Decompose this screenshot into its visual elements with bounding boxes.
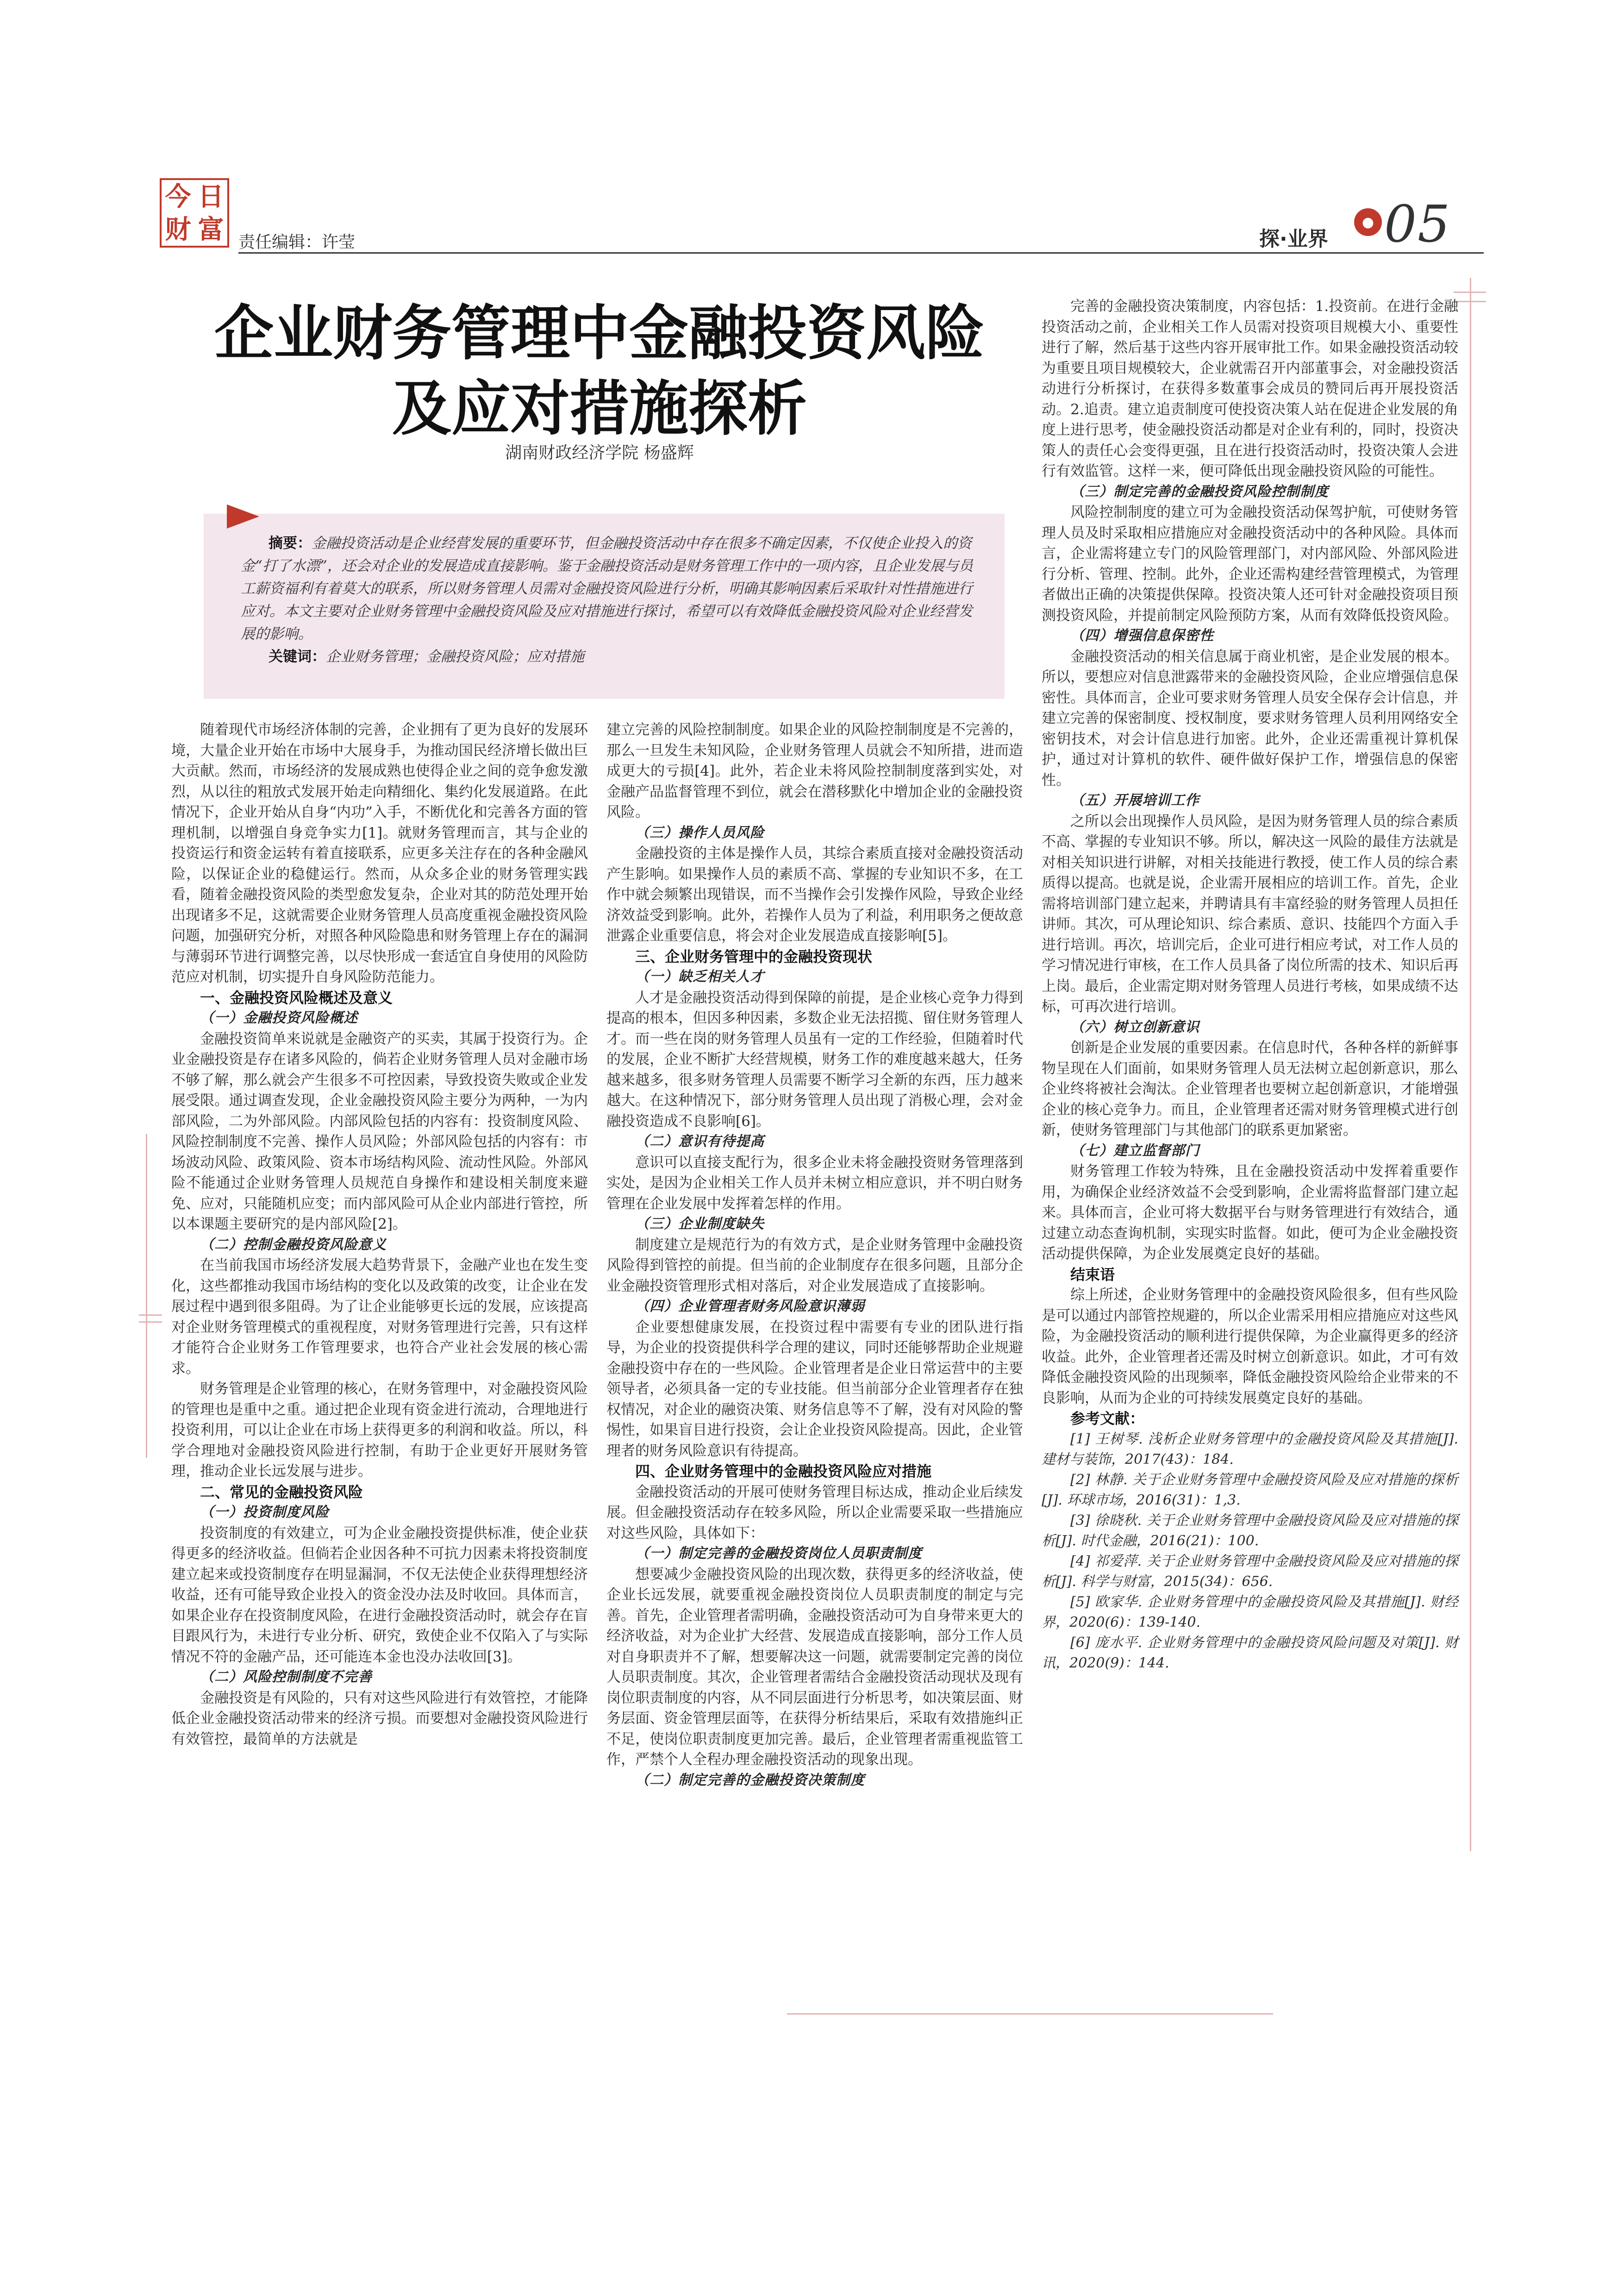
reference-item: [1] 王树琴. 浅析企业财务管理中的金融投资风险及其措施[J]. 建材与装饰，2017(43)：184. bbox=[1042, 1431, 1458, 1468]
paragraph: 金融投资的主体是操作人员，其综合素质直接对金融投资活动产生影响。如果操作人员的素质不高、掌握的专业知识不多，在工作中就会频繁出现错误，而不当操作会引发操作风险，导致企业经济效益受到影响。此外，若操作人员为了利益，利用职务之便故意泄露企业重要信息，将会对企业发展造成直接影响[5]。 bbox=[606, 845, 1023, 944]
paragraph: 财务管理是企业管理的核心，在财务管理中，对金融投资风险的管理也是重中之重。通过把企业现有资金进行流动，合理地进行投资利用，可以让企业在市场上获得更多的利润和收益。所以，科学合理地对金融投资风险进行控制，有助于企业更好开展财务管理，推动企业长远发展与进步。 bbox=[171, 1381, 588, 1480]
paragraph: 投资制度的有效建立，可为企业金融投资提供标准，使企业获得更多的经济收益。但倘若企业因各种不可抗力因素未将投资制度建立起来或投资制度存在明显漏洞，不仅无法使企业获得理想经济收益，还有可能导致企业投入的资金没办法及时收回。具体而言，如果企业存在投资制度风险，在进行金融投资活动时，就会存在盲目跟风行为，未进行专业分析、研究，致使企业不仅陷入了与实际情况不符的金融产品，还可能连本金也没办法收回[3]。 bbox=[171, 1524, 588, 1665]
section-badge-icon: ● bbox=[1354, 208, 1382, 236]
section-heading: 一、金融投资风险概述及意义 bbox=[200, 989, 393, 1007]
subsection-heading: （三）制定完善的金融投资风险控制制度 bbox=[1070, 483, 1329, 500]
paragraph: 金融投资简单来说就是金融资产的买卖，其属于投资行为。企业金融投资是存在诸多风险的，倘若企业财务管理人员对金融市场不够了解，那么就会产生很多不可控因素，导致投资失败或企业发展受限。通过调查发现，企业金融投资风险主要分为两种，一为内部风险，二为外部风险。内部风险包括的内容有：投资制度风险、风险控制制度不完善、操作人员风险；外部风险包括的内容有：市场波动风险、政策风险、资本市场结构风险、流动性风险。外部风险不能通过企业财务管理人员规范自身操作和建设相关制度来避免、应对，只能随机应变；而内部风险可从企业内部进行管控，所以本课题主要研究的是内部风险[2]。 bbox=[171, 1030, 588, 1232]
subsection-heading: （二）控制金融投资风险意义 bbox=[200, 1236, 387, 1253]
keywords bbox=[241, 646, 1005, 668]
section-heading: 三、企业财务管理中的金融投资现状 bbox=[635, 947, 873, 965]
decor-bar bbox=[146, 1134, 147, 1458]
subsection-heading: （一）投资制度风险 bbox=[200, 1504, 329, 1520]
paragraph: 想要减少金融投资风险的出现次数，获得更多的经济收益，使企业长远发展，就要重视金融投资岗位人员职责制度的制定与完善。首先，企业管理者需明确，金融投资活动可为自身带来更大的经济收益，对为企业扩大经营、发展造成直接影响，部分工作人员对自身职责并不了解，想要解决这一问题，就需要制定完善的岗位人员职责制度。其次，企业管理者需结合金融投资活动现状及现有岗位职责制度的内容，从不同层面进行分析思考，如决策层面、财务层面、资金管理层面等，在获得分析结果后，采取有效措施纠正不足，使岗位职责制度更加完善。最后，企业管理者需重视监管工作，严禁个人全程办理金融投资活动的现象出现。 bbox=[606, 1566, 1023, 1768]
references-title: 参考文献： bbox=[1070, 1410, 1145, 1427]
reference-item: [5] 欧家华. 企业财务管理中的金融投资风险及其措施[J]. 财经界，2020(6)：139-140. bbox=[1042, 1593, 1458, 1630]
paragraph: 随着现代市场经济体制的完善，企业拥有了更为良好的发展环境，大量企业开始在市场中大展身手，为推动国民经济增长做出巨大贡献。然而，市场经济的发展成熟也使得企业之间的竞争愈发激烈，从以往的粗放式发展开始走向精细化、集约化发展道路。在此情况下，企业开始从自身“内功”入手，不断优化和完善各方面的管理机制，以增强自身竞争实力[1]。就财务管理而言，其与企业的投资运行和资金运转有着直接联系，应更多关注存在的各种金融风险，以保证企业的稳健运行。然而，从众多企业的财务管理实践看，随着金融投资风险的类型愈发复杂，企业对其的防范处理开始出现诸多不足，这就需要企业财务管理人员高度重视金融投资风险问题，加强研究分析，对照各种风险隐患和财务管理上存在的漏洞与薄弱环节进行调整完善，以尽快形成一套适宜自身使用的风险防范应对机制，切实提升自身风险防范能力。 bbox=[171, 722, 588, 985]
column-3 bbox=[1042, 296, 1458, 1674]
abstract bbox=[241, 532, 977, 646]
title-line: 企业财务管理中金融投资风险 bbox=[214, 299, 985, 368]
page-number: 05 bbox=[1384, 194, 1451, 254]
header-rule bbox=[238, 252, 1484, 254]
subsection-heading: （六）树立创新意识 bbox=[1070, 1019, 1199, 1035]
subsection-heading: （七）建立监督部门 bbox=[1070, 1142, 1199, 1159]
paragraph: 人才是金融投资活动得到保障的前提，是企业核心竞争力得到提高的根本，但因多种因素，多数企业无法招揽、留住财务管理人才。而一些在岗的财务管理人员虽有一定的工作经验，但随着时代的发展，企业不断扩大经营规模，财务工作的难度越来越大，任务越来越多，很多财务管理人员需要不断学习全新的东西，压力越来越大。在这种情况下，部分财务管理人员出现了消极心理，会对金融投资造成不良影响[6]。 bbox=[606, 989, 1023, 1130]
editor-credit: 责任编辑：许莹 bbox=[238, 233, 356, 252]
paragraph: 综上所述，企业财务管理中的金融投资风险很多，但有些风险是可以通过内部管控规避的，所以企业需采用相应措施应对这些风险，为金融投资活动的顺利进行提供保障，为企业赢得更多的经济收益。此外，企业管理者还需及时树立创新意识。如此，才可有效降低金融投资风险的出现频率，降低金融投资风险给企业带来的不良影响，从而为企业的可持续发展奠定良好的基础。 bbox=[1042, 1287, 1458, 1406]
paragraph: 建立完善的风险控制制度。如果企业的风险控制制度是不完善的，那么一旦发生未知风险，企业财务管理人员就会不知所措，进而造成更大的亏损[4]。此外，若企业未将风险控制制度落到实处，对金融产品监督管理不到位，就会在潜移默化中增加企业的金融投资风险。 bbox=[606, 722, 1023, 821]
paragraph: 意识可以直接支配行为，很多企业未将金融投资财务管理落到实处，是因为企业相关工作人员并未树立相应意识，并不明白财务管理在企业发展中发挥着怎样的作用。 bbox=[606, 1154, 1023, 1212]
paragraph: 完善的金融投资决策制度，内容包括：1.投资前。在进行金融投资活动之前，企业相关工作人员需对投资项目规模大小、重要性进行了解，然后基于这些内容开展审批工作。如果金融投资活动较为重要且项目规模较大，企业就需召开内部董事会，对金融投资活动进行分析探讨，在获得多数董事会成员的赞同后再开展投资活动。2.追责。建立追责制度可使投资决策人站在促进企业发展的角度上进行思考，使金融投资活动都是对企业有利的，同时，投资决策人的责任心会变得更强，且在进行投资活动时，投资决策人会进行有效监管。这样一来，便可降低出现金融投资风险的可能性。 bbox=[1042, 298, 1458, 479]
logo-char: 富 bbox=[198, 214, 224, 245]
paragraph: 金融投资活动的开展可使财务管理目标达成，推动企业后续发展。但金融投资活动存在较多风险，所以企业需要采取一些措施应对这些风险，具体如下： bbox=[606, 1483, 1023, 1542]
subsection-heading: （二）制定完善的金融投资决策制度 bbox=[635, 1772, 865, 1788]
logo-char: 今 bbox=[165, 181, 191, 212]
decor-bar bbox=[787, 2013, 1273, 2015]
author-line: 湖南财政经济学院 杨盛辉 bbox=[505, 443, 694, 462]
abstract-label: 摘要： bbox=[269, 535, 312, 552]
logo-char: 日 bbox=[198, 181, 224, 212]
paragraph: 制度建立是规范行为的有效方式，是企业财务管理中金融投资风险得到管控的前提。但当前的企业制度存在很多问题，且部分企业金融投资管理形式相对落后，对企业发展造成了直接影响。 bbox=[606, 1236, 1023, 1294]
subsection-heading: （二）风险控制制度不完善 bbox=[200, 1669, 372, 1685]
paragraph: 在当前我国市场经济发展大趋势背景下，金融产业也在发生变化，这些都推动我国市场结构的变化以及政策的改变，让企业在发展过程中遇到很多阻碍。为了让企业能够更长远的发展，应该提高对企业财务管理模式的重视程度，对财务管理进行完善，只有这样才能符合企业财务工作管理要求，也符合产业社会发展的核心需求。 bbox=[171, 1257, 588, 1377]
paragraph: 企业要想健康发展，在投资过程中需要有专业的团队进行指导，为企业的投资提供科学合理的建议，同时还能够帮助企业规避金融投资中存在的一些风险。企业管理者是企业日常运营中的主要领导者，必须具备一定的专业技能。但当前部分企业管理者存在独权情况，对企业的融资决策、财务信息等不了解，没有对风险的警惕性，如果盲目进行投资，会让企业投资风险提高。因此，企业管理者的财务风险意识有待提高。 bbox=[606, 1319, 1023, 1459]
paragraph: 风险控制制度的建立可为金融投资活动保驾护航，可使财务管理人员及时采取相应措施应对金融投资活动中的各种风险。具体而言，企业需将建立专门的风险管理部门，对内部风险、外部风险进行分析、管理、控制。此外，企业还需构建经营管理模式，为管理者做出正确的决策提供保障。投资决策人还可针对金融投资项目预测投资风险，并提前制定风险预防方案，从而有效降低投资风险。 bbox=[1042, 504, 1458, 624]
column-2 bbox=[606, 720, 1023, 1791]
section-heading: 四、企业财务管理中的金融投资风险应对措施 bbox=[635, 1462, 932, 1480]
section-heading: 结束语 bbox=[1070, 1265, 1115, 1283]
subsection-heading: （四）增强信息保密性 bbox=[1070, 628, 1214, 644]
subsection-heading: （一）制定完善的金融投资岗位人员职责制度 bbox=[635, 1545, 922, 1562]
decor-bar bbox=[1454, 301, 1486, 302]
reference-item: [2] 林静. 关于企业财务管理中金融投资风险及应对措施的探析[J]. 环球市场，2016(31)：1,3. bbox=[1042, 1471, 1458, 1508]
keywords-text: 企业财务管理；金融投资风险；应对措施 bbox=[326, 648, 584, 665]
subsection-heading: （五）开展培训工作 bbox=[1070, 792, 1199, 809]
title-line: 及应对措施探析 bbox=[392, 374, 807, 443]
subsection-heading: （三）操作人员风险 bbox=[635, 824, 764, 841]
reference-item: [6] 庞水平. 企业财务管理中的金融投资风险问题及对策[J]. 财讯，2020(9)：144. bbox=[1042, 1634, 1458, 1671]
logo-char: 财 bbox=[165, 214, 191, 245]
abstract-text: 金融投资活动是企业经营发展的重要环节，但金融投资活动中存在很多不确定因素，不仅使企业投入的资金“打了水漂”，还会对企业的发展造成直接影响。鉴于金融投资活动是财务管理工作中的一项内容，且企业发展与员工薪资福利有着莫大的联系，所以财务管理人员需对金融投资风险进行分析，明确其影响因素后采取针对性措施进行应对。本文主要对企业财务管理中金融投资风险及应对措施进行探讨，希望可以有效降低金融投资风险对企业经营发展的影响。 bbox=[241, 535, 973, 642]
paragraph: 金融投资活动的相关信息属于商业机密，是企业发展的根本。所以，要想应对信息泄露带来的金融投资风险，企业应增强信息保密性。具体而言，企业可要求财务管理人员安全保存会计信息，并建立完善的保密制度、授权制度，要求财务管理人员利用网络安全密钥技术，对会计信息进行加密。此外，企业还需重视计算机保护，通过对计算机的软件、硬件做好保护工作，增强信息的保密性。 bbox=[1042, 648, 1458, 789]
magazine-logo bbox=[160, 178, 229, 248]
section-name: 探·业界 bbox=[1259, 227, 1328, 251]
subsection-heading: （一）金融投资风险概述 bbox=[200, 1010, 358, 1026]
decor-bar bbox=[139, 1321, 162, 1323]
subsection-heading: （四）企业管理者财务风险意识薄弱 bbox=[635, 1298, 865, 1314]
paragraph: 财务管理工作较为特殊，且在金融投资活动中发挥着重要作用，为确保企业经济效益不会受到影响，企业需将监督部门建立起来。具体而言，企业可将大数据平台与财务管理进行有效结合，通过建立动态查询机制，实现实时监督。如此，便可为企业金融投资活动提供保障，为企业发展奠定良好的基础。 bbox=[1042, 1163, 1458, 1262]
decor-bar bbox=[1470, 278, 1471, 1851]
reference-item: [4] 祁爱萍. 关于企业财务管理中金融投资风险及应对措施的探析[J]. 科学与财富，2015(34)：656. bbox=[1042, 1553, 1458, 1590]
article-title bbox=[185, 296, 1014, 447]
paragraph: 之所以会出现操作人员风险，是因为财务管理人员的综合素质不高、掌握的专业知识不够。所以，解决这一风险的最佳方法就是对相关知识进行讲解，对相关技能进行教授，使工作人员的综合素质得以提高。也就是说，企业需开展相应的培训工作。首先，企业需将培训部门建立起来，并聘请具有丰富经验的财务管理人员担任讲师。其次，可从理论知识、综合素质、意识、技能四个方面入手进行培训。再次，培训完后，企业可进行相应考试，对工作人员的学习情况进行审核，在工作人员具备了岗位所需的技术、知识后再上岗。最后，企业需定期对财务管理人员进行考核，如果成绩不达标，可再次进行培训。 bbox=[1042, 813, 1458, 1015]
reference-item: [3] 徐晓秋. 关于企业财务管理中金融投资风险及应对措施的探析[J]. 时代金融，2016(21)：100. bbox=[1042, 1512, 1458, 1549]
paragraph: 创新是企业发展的重要因素。在信息时代，各种各样的新鲜事物呈现在人们面前，如果财务管理人员无法树立起创新意识，那么企业终将被社会淘汰。企业管理者也要树立起创新意识，才能增强企业的核心竞争力。而且，企业管理者还需对财务管理模式进行创新，使财务管理部门与其他部门的联系更加紧密。 bbox=[1042, 1039, 1458, 1139]
decor-bar bbox=[139, 1314, 162, 1316]
section-heading: 二、常见的金融投资风险 bbox=[200, 1483, 363, 1501]
keywords-label: 关键词： bbox=[269, 648, 326, 665]
subsection-heading: （二）意识有待提高 bbox=[635, 1133, 764, 1150]
column-1 bbox=[171, 720, 588, 1749]
decor-bar bbox=[1454, 292, 1486, 293]
flag-icon bbox=[227, 504, 259, 529]
subsection-heading: （三）企业制度缺失 bbox=[635, 1216, 764, 1232]
subsection-heading: （一）缺乏相关人才 bbox=[635, 969, 764, 985]
paragraph: 金融投资是有风险的，只有对这些风险进行有效管控，才能降低企业金融投资活动带来的经济亏损。而要想对金融投资风险进行有效管控，最简单的方法就是 bbox=[171, 1689, 588, 1748]
